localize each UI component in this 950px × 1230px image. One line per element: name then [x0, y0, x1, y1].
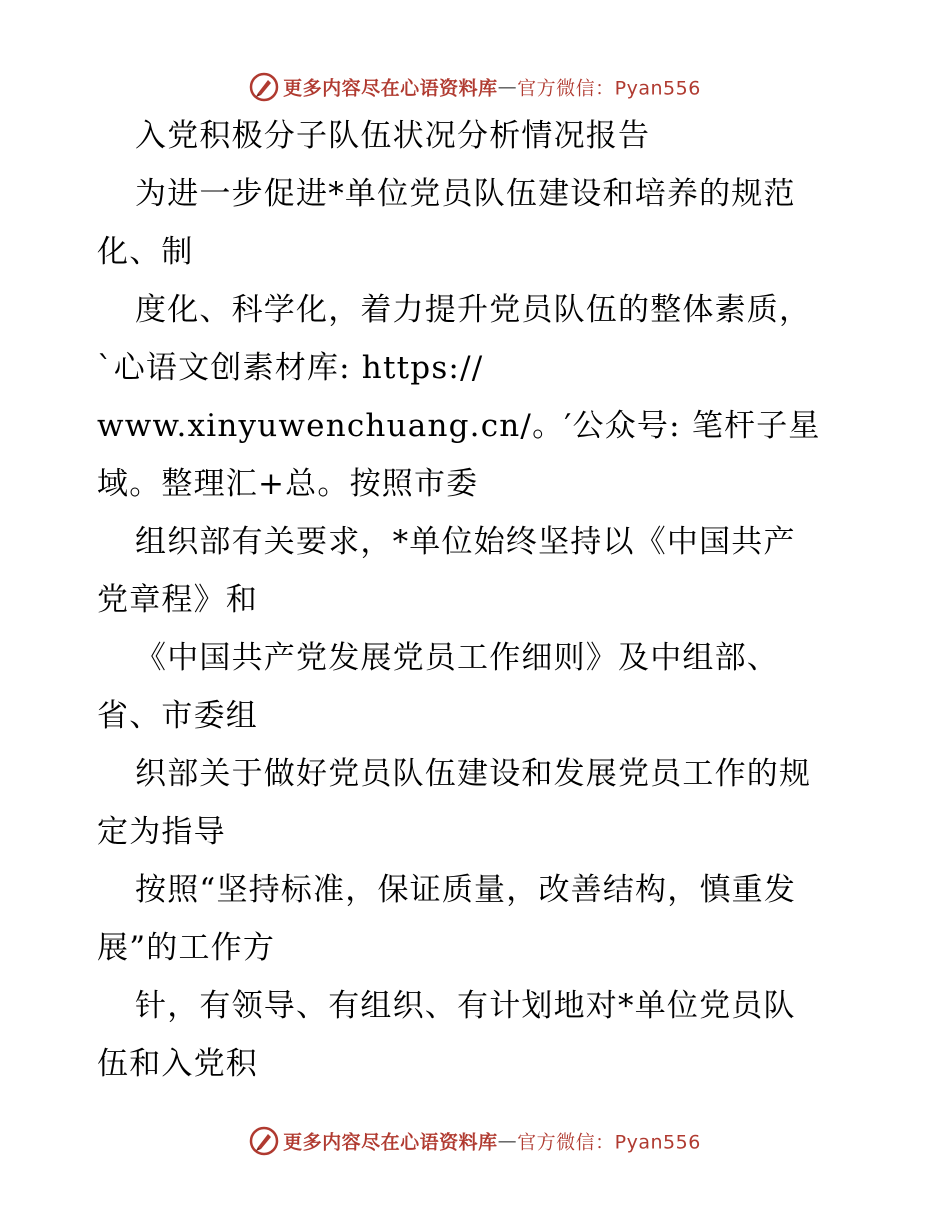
paragraph-line: `心语文创素材库: https://	[97, 350, 484, 386]
watermark-wechat: 官方微信：Pyan556	[517, 1131, 701, 1154]
paragraph-line: 《中国共产党发展党员工作细则》及中组部、	[135, 640, 779, 676]
watermark-wechat: 官方微信：Pyan556	[517, 77, 701, 100]
paragraph-line: 化、制	[97, 234, 194, 270]
paragraph-line: 域。整理汇+总。按照市委	[97, 466, 479, 502]
paragraph-line: www.xinyuwenchuang.cn/。′公众号: 笔杆子星	[97, 408, 821, 444]
paragraph-line: 展”的工作方	[97, 930, 276, 966]
watermark-text: 更多内容尽在心语资料库	[283, 1131, 498, 1154]
paragraph-line: 为进一步促进*单位党员队伍建设和培养的规范	[135, 176, 796, 212]
watermark-separator: —	[497, 76, 518, 98]
paragraph-line: 针，有领导、有组织、有计划地对*单位党员队	[135, 988, 796, 1024]
paragraph-line: 伍和入党积	[97, 1046, 258, 1082]
paragraph-line: 党章程》和	[97, 582, 258, 618]
watermark-footer	[0, 1126, 950, 1156]
document-title: 入党积极分子队伍状况分析情况报告	[135, 118, 651, 154]
paragraph-line: 度化、科学化，着力提升党员队伍的整体素质，	[135, 292, 812, 328]
paragraph-line: 组织部有关要求，*单位始终坚持以《中国共产	[135, 524, 796, 560]
watermark-separator: —	[497, 1130, 518, 1152]
document-body	[97, 120, 877, 1106]
paragraph-line: 省、市委组	[97, 698, 258, 734]
paragraph-line: 按照“坚持标准，保证质量，改善结构，慎重发	[135, 872, 797, 908]
pen-logo-icon	[249, 1126, 279, 1156]
paragraph-line: 定为指导	[97, 814, 226, 850]
watermark-header	[0, 72, 950, 102]
pen-logo-icon	[249, 72, 279, 102]
paragraph-line: 织部关于做好党员队伍建设和发展党员工作的规	[135, 756, 812, 792]
watermark-text: 更多内容尽在心语资料库	[283, 77, 498, 100]
